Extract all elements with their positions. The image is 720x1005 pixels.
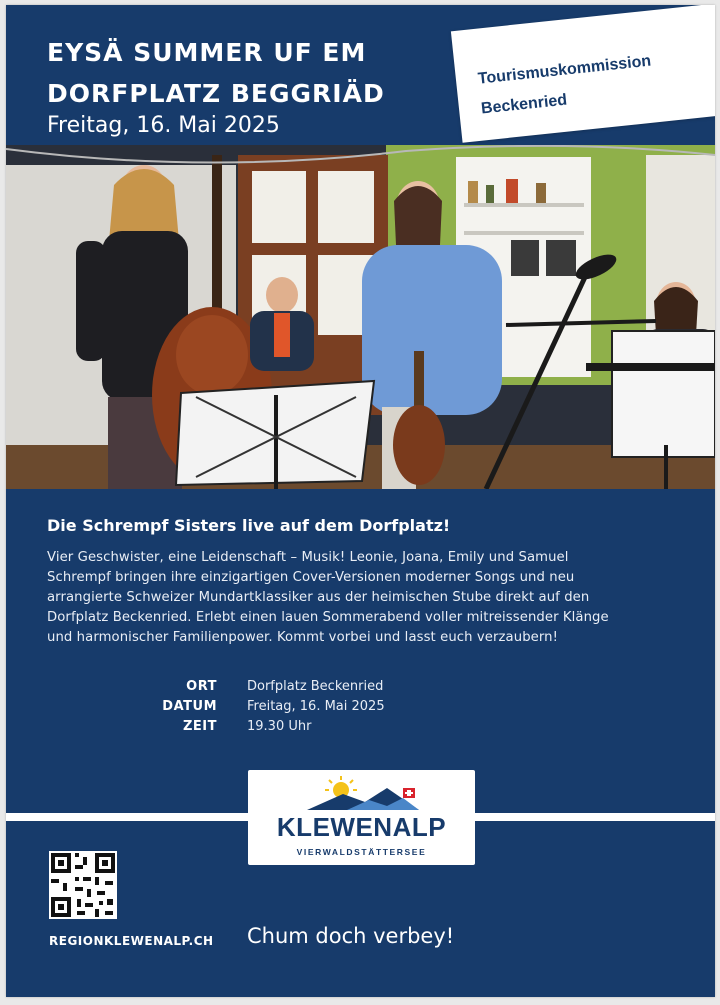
description-line: arrangierte Schweizer Mundartklassiker aus der heimischen Stube direkt auf den (47, 590, 590, 605)
description-line: Dorfplatz Beckenried. Erlebt einen lauen Sommerabend voller mitreissender Klänge (47, 610, 609, 625)
organizer-line-2: Beckenried (480, 91, 568, 118)
band-photo (6, 145, 715, 489)
description-line: Schrempf bringen ihre einzigartigen Cover-Versionen moderner Songs und neu (47, 570, 575, 585)
info-label: DATUM (162, 699, 217, 714)
logo-subtitle: VIERWALDSTÄTTERSEE (296, 847, 427, 857)
event-headline: Die Schrempf Sisters live auf dem Dorfplatz! (47, 516, 451, 535)
slogan: Chum doch verbey! (247, 924, 455, 948)
info-value: 19.30 Uhr (247, 719, 312, 734)
description-line: Vier Geschwister, eine Leidenschaft – Musik! Leonie, Joana, Emily und Samuel (47, 550, 569, 565)
event-title-line-2: DORFPLATZ BEGGRIÄD (47, 79, 385, 108)
band-photo-illustration (6, 145, 715, 489)
event-date: Freitag, 16. Mai 2025 (47, 113, 280, 138)
sun-mountain-icon (303, 776, 423, 812)
event-poster (6, 5, 715, 997)
info-row-time (6, 719, 715, 739)
logo-wordmark: KLEWENALP (276, 812, 447, 842)
info-label: ZEIT (182, 719, 217, 734)
organizer-line-1: Tourismuskommission (477, 52, 652, 88)
info-row-location (6, 679, 715, 699)
info-label: ORT (186, 679, 217, 694)
description-line: und harmonischer Familienpower. Kommt vorbei und lasst euch verzaubern! (47, 630, 559, 645)
info-value: Freitag, 16. Mai 2025 (247, 699, 385, 714)
event-description (47, 548, 677, 648)
klewenalp-logo (248, 770, 475, 865)
website-link[interactable]: REGIONKLEWENALP.CH (49, 934, 214, 948)
info-value: Dorfplatz Beckenried (247, 679, 384, 694)
event-details (6, 489, 715, 814)
qr-code-icon[interactable] (49, 851, 117, 919)
info-row-date (6, 699, 715, 719)
event-title-line-1: EYSÄ SUMMER UF EM (47, 38, 367, 67)
